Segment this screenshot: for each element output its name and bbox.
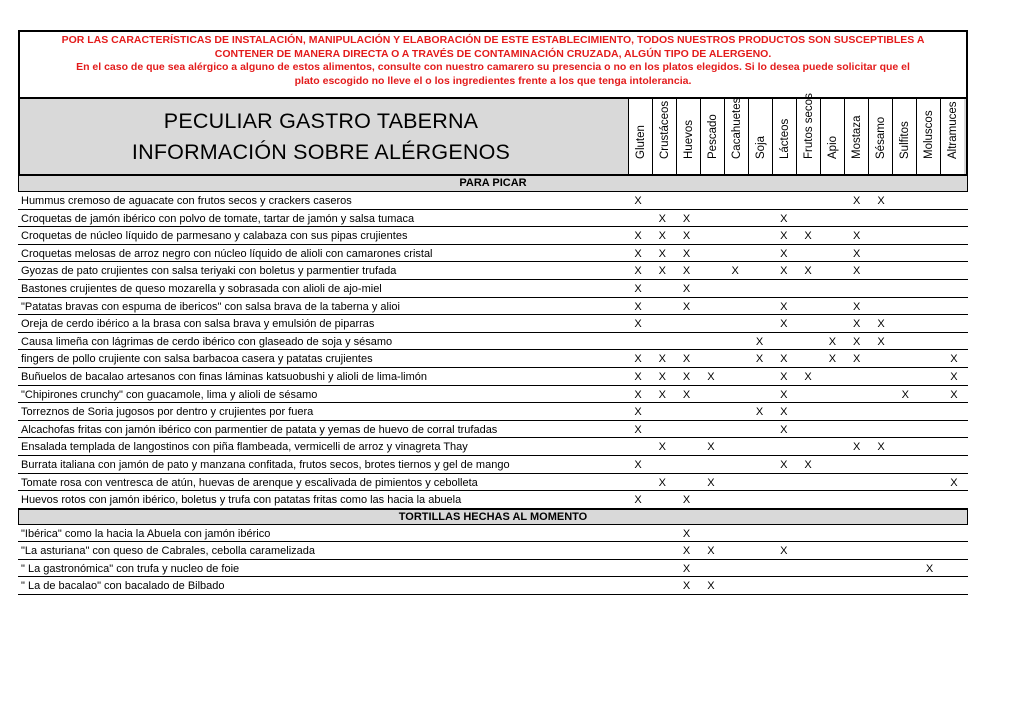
allergen-header (700, 99, 724, 174)
dishes-table (18, 176, 968, 595)
section-header: PARA PICAR (18, 176, 968, 192)
allergen-mark: X (682, 562, 691, 575)
allergen-mark: X (682, 545, 691, 558)
allergen-mark: X (658, 476, 666, 489)
allergen-mark: X (901, 388, 909, 401)
allergen-column-headers (628, 93, 964, 174)
allergen-mark: X (634, 423, 642, 436)
allergen-mark: X (658, 353, 666, 366)
allergen-header (916, 99, 940, 174)
dish-name: Burrata italiana con jamón de pato y manzana confitada, frutos secos, brotes tiernos y gel de mango (21, 458, 510, 471)
allergen-mark: X (682, 580, 691, 593)
allergen-mark: X (828, 335, 837, 348)
allergen-mark: X (853, 353, 861, 366)
allergen-mark: X (950, 370, 958, 383)
allergen-mark: X (634, 247, 642, 260)
dish-name: Tomate rosa con ventresca de atún, huevas de arenque y escalivada de pimientos y cebolleta (21, 476, 478, 489)
table-row (18, 525, 968, 543)
allergen-mark: X (780, 406, 788, 419)
allergen-mark: X (634, 230, 642, 243)
allergen-mark: X (877, 195, 885, 207)
dish-name: " La gastronómica" con trufa y nucleo de foie (21, 562, 240, 575)
allergen-mark: X (634, 300, 642, 313)
allergen-header (820, 99, 844, 174)
allergen-label: Sulfitos (898, 121, 911, 159)
dish-name: "Ibérica" como la hacia la Abuela con jamón ibérico (21, 527, 271, 540)
allergen-mark: X (804, 370, 812, 383)
table-row (18, 386, 968, 404)
allergen-header (748, 99, 772, 174)
dish-name: Alcachofas fritas con jamón ibérico con parmentier de patata y yemas de huevo de corral trufadas (21, 423, 498, 436)
dish-name: "Chipirones crunchy" con guacamole, lima y alioli de sésamo (21, 388, 318, 401)
allergen-mark: X (853, 265, 861, 278)
allergen-mark: X (658, 388, 666, 401)
table-row (18, 560, 968, 578)
allergen-mark: X (658, 212, 666, 225)
allergen-label: Soja (754, 135, 767, 159)
allergen-mark: X (755, 335, 764, 348)
allergen-header (772, 99, 796, 174)
allergen-label: Frutos secos (802, 93, 815, 159)
sheet-subtitle: INFORMACIÓN SOBRE ALÉRGENOS (131, 139, 511, 164)
allergen-mark: X (634, 195, 642, 207)
warning-line-4: plato escogido no lleve el o los ingredientes frente a los que tenga intolerancia. (294, 74, 692, 87)
allergen-mark: X (853, 441, 861, 454)
allergen-header (940, 99, 964, 174)
allergen-mark: X (658, 265, 666, 278)
allergen-mark: X (682, 265, 691, 278)
dish-name: Croquetas de jamón ibérico con polvo de tomate, tartar de jamón y salsa tumaca (21, 212, 415, 225)
allergen-mark: X (755, 406, 764, 419)
allergen-mark: X (804, 265, 812, 278)
warning-line-2: CONTENER DE MANERA DIRECTA O A TRAVÉS DE CONTAMINACIÓN CRUZADA, ALGÚN TIPO DE ALERGENO. (214, 47, 772, 60)
table-row (18, 245, 968, 263)
allergen-label: Crustáceos (658, 100, 671, 159)
warning-line-1: POR LAS CARACTERÍSTICAS DE INSTALACIÓN, MANIPULACIÓN Y ELABORACIÓN DE ESTE ESTABLECIMIENTO, TODOS NUESTROS PRODUCTOS SON SUSCEPTIBLES A (61, 34, 925, 46)
allergen-sheet (18, 30, 968, 595)
allergen-header (652, 99, 676, 174)
dish-name: Oreja de cerdo ibérico a la brasa con salsa brava y emulsión de piparras (21, 318, 375, 331)
allergen-mark: X (634, 388, 642, 401)
table-row (18, 474, 968, 492)
allergen-mark: X (780, 300, 788, 313)
allergen-mark: X (925, 562, 934, 575)
allergen-mark: X (634, 318, 642, 331)
allergen-mark: X (780, 423, 788, 436)
allergen-mark: X (682, 282, 691, 295)
table-row (18, 280, 968, 298)
table-header (18, 93, 968, 176)
allergen-mark: X (634, 370, 642, 383)
allergen-mark: X (682, 494, 691, 507)
dish-name: Gyozas de pato crujientes con salsa teriyaki con boletus y parmentier trufada (21, 265, 397, 278)
allergen-mark: X (682, 370, 691, 383)
allergen-mark: X (682, 247, 691, 260)
allergen-mark: X (634, 494, 642, 507)
table-row (18, 542, 968, 560)
table-row (18, 262, 968, 280)
allergen-label: Altramuces (946, 101, 959, 159)
allergen-header (724, 99, 748, 174)
allergen-mark: X (828, 353, 837, 366)
table-row (18, 438, 968, 456)
allergen-mark: X (853, 230, 861, 243)
allergen-mark: X (682, 212, 691, 225)
allergen-mark: X (682, 527, 691, 540)
allergen-mark: X (780, 318, 788, 331)
allergen-mark: X (780, 458, 788, 471)
allergen-mark: X (634, 353, 642, 366)
allergen-mark: X (877, 441, 885, 454)
allergen-mark: X (658, 230, 666, 243)
dish-name: Buñuelos de bacalao artesanos con finas láminas katsuobushi y alioli de lima-limón (21, 370, 428, 383)
allergen-mark: X (707, 545, 715, 558)
allergen-header (676, 99, 700, 174)
section-header: TORTILLAS HECHAS AL MOMENTO (18, 509, 968, 525)
allergen-mark: X (682, 230, 691, 243)
allergen-mark: X (634, 406, 642, 419)
table-row (18, 403, 968, 421)
allergen-mark: X (877, 318, 885, 331)
allergen-label: Gluten (634, 125, 647, 159)
dish-name: Causa limeña con lágrimas de cerdo ibérico con glaseado de soja y sésamo (21, 335, 393, 348)
allergen-warning (18, 30, 968, 99)
allergen-mark: X (950, 476, 958, 489)
allergen-mark: X (853, 318, 861, 331)
table-row (18, 577, 968, 595)
allergen-mark: X (658, 441, 666, 454)
table-row (18, 368, 968, 386)
allergen-mark: X (780, 230, 788, 243)
allergen-mark: X (634, 282, 642, 295)
dish-name: Croquetas melosas de arroz negro con núcleo líquido de alioli con camarones cristal (21, 247, 433, 260)
allergen-label: Cacahuetes (730, 97, 743, 159)
allergen-header (796, 93, 820, 174)
table-row (18, 491, 968, 509)
allergen-mark: X (658, 370, 666, 383)
allergen-mark: X (853, 335, 861, 348)
allergen-label: Sésamo (874, 116, 887, 159)
table-row (18, 227, 968, 245)
allergen-mark: X (658, 247, 666, 260)
allergen-label: Mostaza (850, 115, 863, 159)
allergen-mark: X (634, 458, 642, 471)
table-row (18, 350, 968, 368)
allergen-mark: X (780, 247, 788, 260)
allergen-mark: X (682, 300, 691, 313)
table-row (18, 315, 968, 333)
allergen-mark: X (682, 353, 691, 366)
allergen-mark: X (780, 370, 788, 383)
allergen-label: Huevos (682, 120, 695, 159)
allergen-label: Pescado (706, 114, 719, 159)
dish-name: Ensalada templada de langostinos con piña flambeada, vermicelli de arroz y vinagreta Thay (21, 441, 468, 454)
allergen-mark: X (950, 388, 958, 401)
allergen-header (628, 99, 652, 174)
dish-name: Torreznos de Soria jugosos por dentro y crujientes por fuera (21, 406, 314, 419)
dish-name: "Patatas bravas con espuma de ibericos" con salsa brava de la taberna y alioi (21, 300, 400, 313)
dish-name: Hummus cremoso de aguacate con frutos secos y crackers caseros (21, 195, 352, 207)
allergen-mark: X (707, 370, 715, 383)
allergen-header (844, 99, 868, 174)
allergen-mark: X (707, 441, 715, 454)
dish-name: Croquetas de núcleo líquido de parmesano y calabaza con sus pipas crujientes (21, 230, 408, 243)
allergen-mark: X (780, 388, 788, 401)
table-row (18, 298, 968, 316)
page-title (20, 99, 622, 174)
allergen-mark: X (780, 545, 788, 558)
allergen-mark: X (634, 265, 642, 278)
restaurant-name: PECULIAR GASTRO TABERNA (163, 108, 479, 133)
table-row (18, 192, 968, 210)
allergen-mark: X (707, 580, 715, 593)
allergen-label: Moluscos (922, 110, 935, 159)
allergen-header (868, 99, 892, 174)
allergen-mark: X (780, 212, 788, 225)
dish-name: "La asturiana" con queso de Cabrales, cebolla caramelizada (21, 545, 315, 558)
table-row (18, 456, 968, 474)
allergen-mark: X (780, 353, 788, 366)
table-row (18, 210, 968, 228)
dish-name: Huevos rotos con jamón ibérico, boletus y trufa con patatas fritas como las hacia la abuela (21, 494, 462, 507)
allergen-mark: X (682, 388, 691, 401)
allergen-mark: X (731, 265, 739, 278)
dish-name: Bastones crujientes de queso mozarella y sobrasada con alioli de ajo-miel (21, 282, 382, 295)
allergen-mark: X (853, 195, 861, 207)
allergen-mark: X (780, 265, 788, 278)
allergen-mark: X (707, 476, 715, 489)
table-row (18, 421, 968, 439)
dish-name: fingers de pollo crujiente con salsa barbacoa casera y patatas crujientes (21, 353, 373, 366)
allergen-mark: X (804, 230, 812, 243)
allergen-mark: X (853, 300, 861, 313)
allergen-mark: X (950, 353, 958, 366)
allergen-mark: X (853, 247, 861, 260)
allergen-mark: X (755, 353, 764, 366)
allergen-mark: X (804, 458, 812, 471)
allergen-header (892, 99, 916, 174)
allergen-label: Apio (826, 135, 839, 159)
table-row (18, 333, 968, 351)
warning-line-3: En el caso de que sea alérgico a alguno de estos alimentos, consulte con nuestro camarero su presencia o no en los platos elegidos. Si lo desea puede solicitar que el (76, 61, 910, 74)
allergen-mark: X (877, 335, 885, 348)
dish-name: " La de bacalao" con bacalado de Bilbado (21, 580, 225, 593)
allergen-label: Lácteos (778, 118, 791, 159)
